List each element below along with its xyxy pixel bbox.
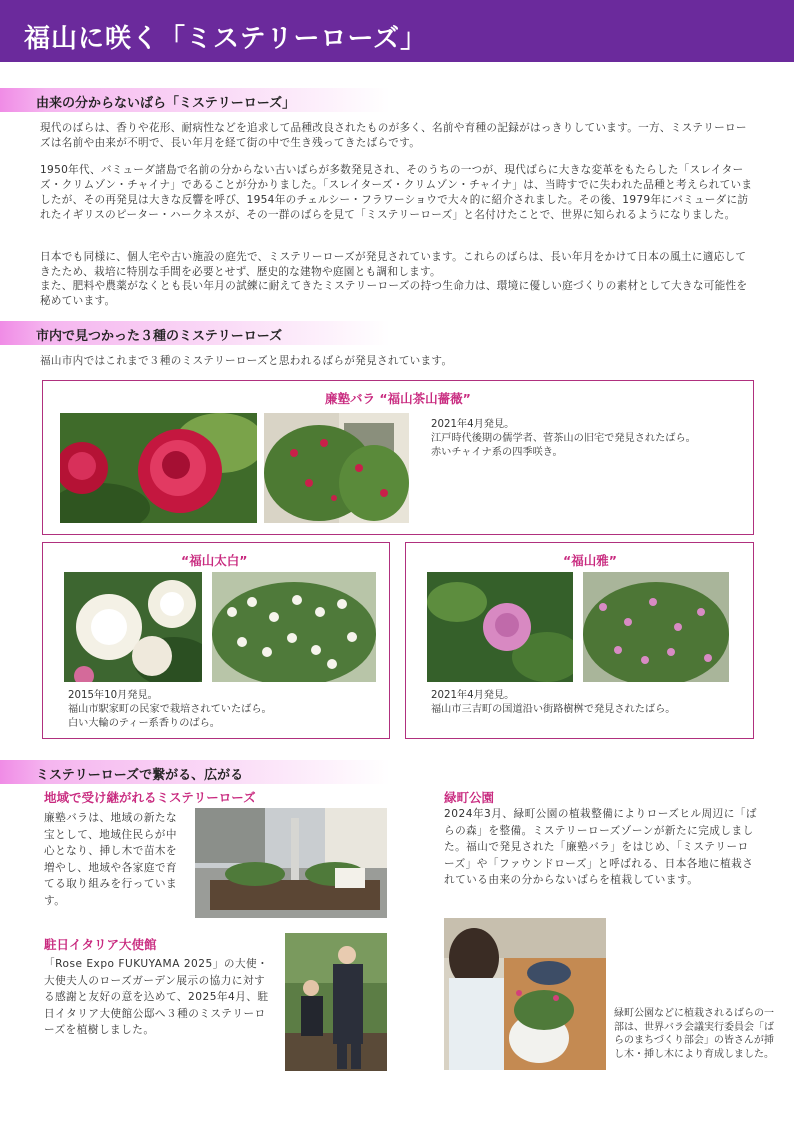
park-text: 2024年3月、緑町公園の植栽整備によりローズヒル周辺に「ばらの森」を整備。ミステリーローズゾーンが新たに完成しました。福山で発見された「廉塾バラ」をはじめ、「ミステリーローズ」や「ファウンドローズ」と呼ばれる、日本各地に植栽されている由来の分からないばらを植栽しています。 xyxy=(444,808,758,886)
local-text: 廉塾バラは、地域の新たな宝として、地域住民らが中心となり、挿し木で苗木を増やし、地域や各家庭で育てる取り組みを行っています。 xyxy=(44,812,178,907)
photo-cutting-propagation xyxy=(444,918,606,1070)
page-title: 福山に咲く「ミステリーローズ」 xyxy=(24,24,428,54)
rose-card-renjuku-caption: 2021年4月発見。 江戸時代後期の儒学者、菅茶山の旧宅で発見されたばら。赤いチャイナ系の四季咲き。 xyxy=(431,419,696,458)
local-title: 地域で受け継がれるミステリーローズ xyxy=(44,790,256,805)
origin-paragraph-2: 1950年代、バミューダ諸島で名前の分からない古いばらが多数発見され、そのうちの一つが、現代ばらに大きな変革をもたらした「スレイターズ・クリムゾン・チャイナ」であることが分かりました。「スレイターズ・クリムゾン・チャイナ」は、当時すでに失われた品種と考えられていましたが、その再発見は大きな反響を呼び、1954年のチェルシー・フラワーショウで大々的に紹介されました。その後、1979年にバミューダに訪れたイギリスのピーター・ハークネスが、その一群のばらを見て「ミステリーローズ」と名付けたことで、世界に知られるようになりました。 xyxy=(40,164,753,221)
origin-paragraph-3: 日本でも同様に、個人宅や古い施設の庭先で、ミステリーローズが発見されています。これらのばらは、長い年月をかけて日本の風土に適応してきたため、栽培に特別な手間を必要とせず、歴史的な建物や庭園とも調和します。 xyxy=(40,251,747,278)
section-heading-spread xyxy=(0,760,390,784)
rose-card-miyabi-caption: 2021年4月発見。 福山市三吉町の国道沿い街路樹桝で発見されたばら。 xyxy=(431,690,676,715)
park-title: 緑町公園 xyxy=(444,790,495,805)
section-heading-found-label: 市内で見つかった３種のミステリーローズ xyxy=(36,329,283,344)
photo-rose-bush-house xyxy=(264,413,409,523)
rose-card-renjuku xyxy=(42,380,754,535)
found-intro: 福山市内ではこれまで３種のミステリーローズと思われるばらが発見されています。 xyxy=(40,355,453,367)
park-caption: 緑町公園などに植栽されるばらの一部は、世界バラ会議実行委員会「ばらのまちづくり部会」の皆さんが挿し木・挿し木により育成しました。 xyxy=(614,1008,774,1060)
photo-white-rose-bush xyxy=(212,572,376,682)
rose-card-miyabi-title: “福山雅” xyxy=(563,553,617,568)
rose-card-taihaku-title: “福山太白” xyxy=(181,553,248,568)
section-heading-spread-label: ミステリーローズで繋がる、広がる xyxy=(36,768,244,783)
origin-paragraph-1: 現代のばらは、香りや花形、耐病性などを追求して品種改良されたものが多く、名前や育種の記録がはっきりしています。一方、ミステリーローズは名前や由来が不明で、長い年月を経て街の中で生き残ってきたばらです。 xyxy=(40,122,747,149)
origin-paragraph-4: また、肥料や農薬がなくとも長い年月の試練に耐えてきたミステリーローズの持つ生命力は、環境に優しい庭づくりの素材として大きな可能性を秘めています。 xyxy=(40,280,748,307)
rose-card-miyabi xyxy=(405,542,754,739)
section-heading-found xyxy=(0,321,390,345)
rose-card-renjuku-title: 廉塾バラ “福山茶山薔薇” xyxy=(325,391,471,406)
photo-pink-rose-closeup xyxy=(427,572,573,682)
italy-text: 「Rose Expo FUKUYAMA 2025」の大使・大使夫人のローズガーデン展示の協力に対する感謝と友好の意を込めて、2025年4月、駐日イタリア大使館公邸へ３種のミステリーローズを植樹しました。 xyxy=(44,958,269,1036)
section-heading-origin xyxy=(0,88,390,112)
photo-pink-rose-bush xyxy=(583,572,729,682)
rose-card-taihaku xyxy=(42,542,390,739)
photo-embassy-planting xyxy=(285,933,387,1071)
photo-red-rose-closeup xyxy=(60,413,257,523)
photo-white-rose-closeup xyxy=(64,572,202,682)
rose-card-taihaku-caption: 2015年10月発見。 福山市駅家町の民家で栽培されていたばら。 白い大輪のティー系香りのばら。 xyxy=(68,690,272,729)
title-bar xyxy=(0,0,794,62)
photo-community-planters xyxy=(195,808,387,918)
section-heading-origin-label: 由来の分からないばら「ミステリーローズ」 xyxy=(36,96,296,111)
italy-title: 駐日イタリア大使館 xyxy=(44,937,157,952)
